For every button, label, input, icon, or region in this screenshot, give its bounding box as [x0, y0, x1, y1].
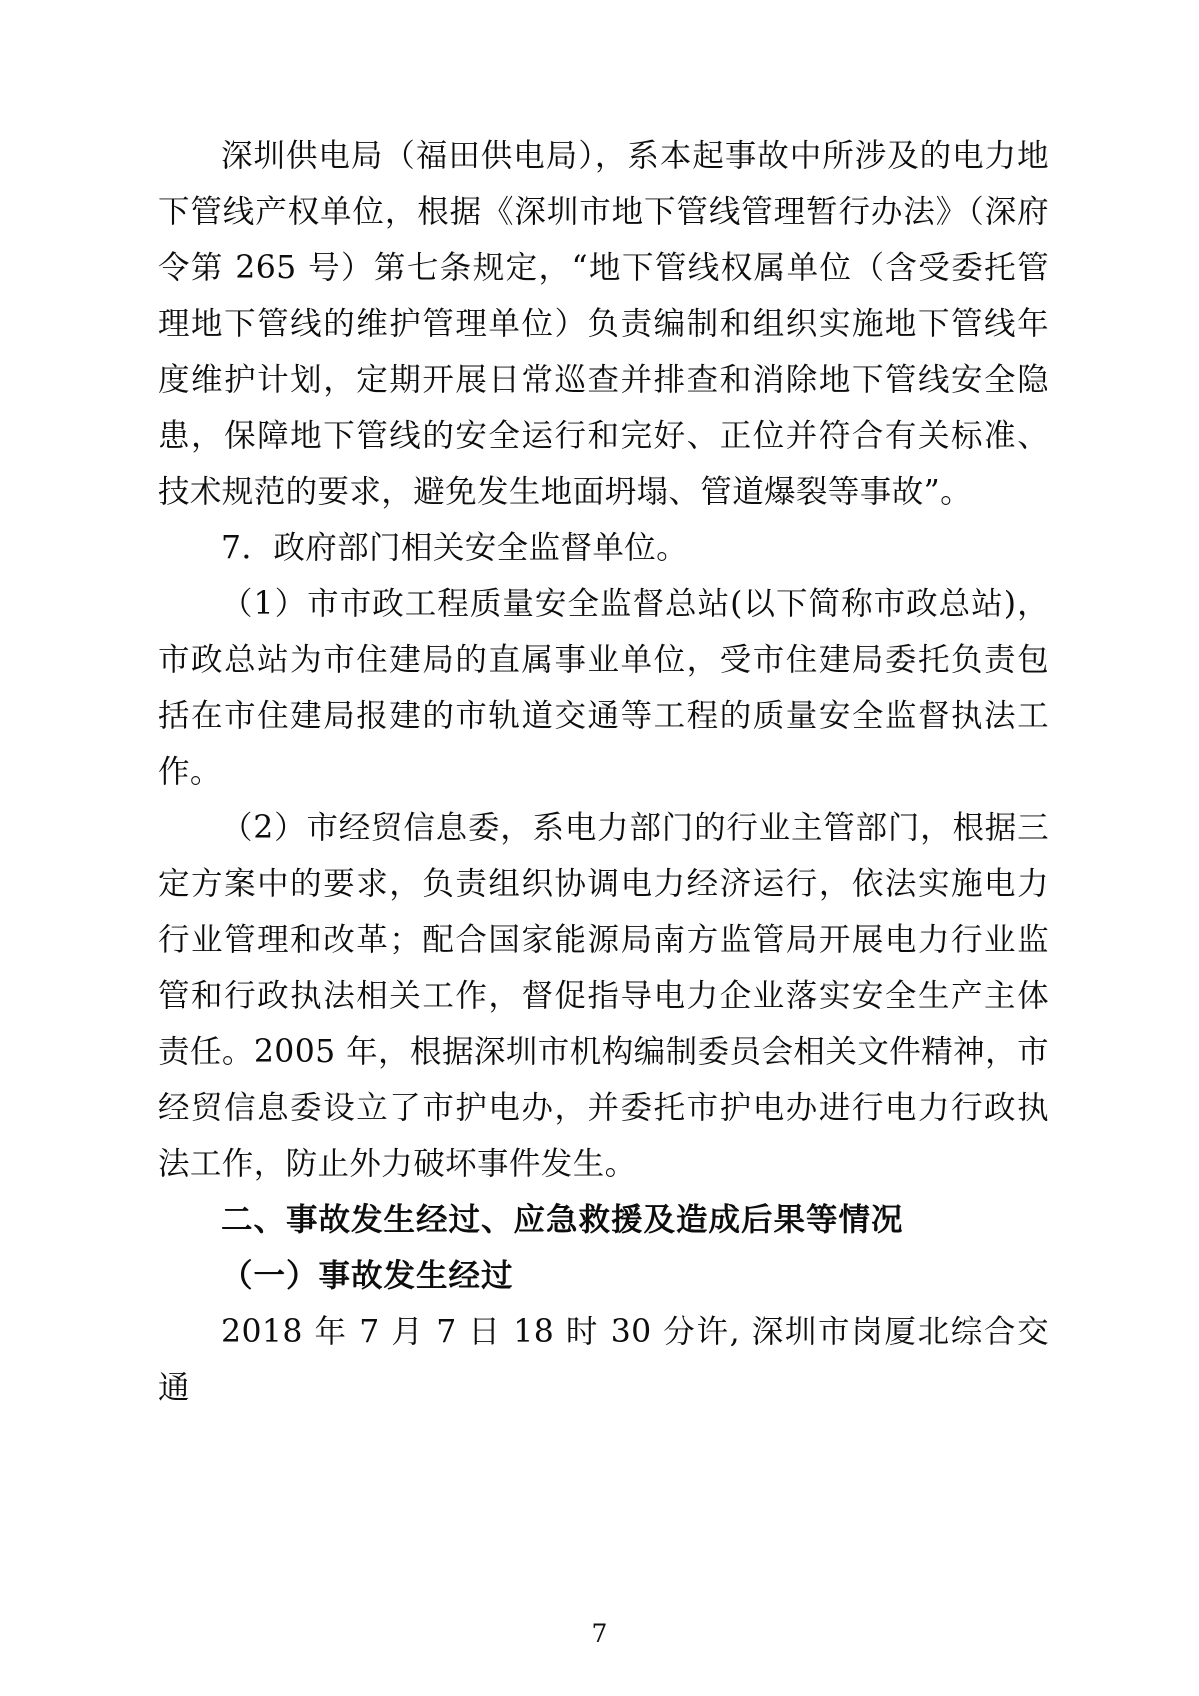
subsection-heading-one: （一）事故发生经过 [221, 1257, 514, 1294]
document-body [158, 128, 1049, 1416]
paragraph-item-7-government-supervision: 7．政府部门相关安全监督单位。 [221, 530, 689, 566]
paragraph-item-2-economic-trade-committee: （2）市经贸信息委，系电力部门的行业主管部门，根据三定方案中的要求，负责组织协调电力经济运行，依法实施电力行业管理和改革；配合国家能源局南方监管局开展电力行业监管和行政执法相关工作，督促指导电力企业落实安全生产主体责任。2005 年，根据深圳市机构编制委员会相关文件精神，市经贸信息委设立了市护电办，并委托市护电办进行电力行政执法工作，防止外力破坏事件发生。 [158, 810, 1049, 1182]
paragraph-item-1-municipal-station: （1）市市政工程质量安全监督总站(以下简称市政总站)，市政总站为市住建局的直属事业单位，受市住建局委托负责包括在市住建局报建的市轨道交通等工程的质量安全监督执法工作。 [158, 586, 1049, 790]
paragraph-accident-process-start: 2018 年 7 月 7 日 18 时 30 分许, 深圳市岗厦北综合交通 [158, 1314, 1049, 1406]
paragraph-power-supply-bureau: 深圳供电局（福田供电局），系本起事故中所涉及的电力地下管线产权单位，根据《深圳市地下管线管理暂行办法》（深府令第 265 号）第七条规定，“地下管线权属单位（含受委托管理地下管线的维护管理单位）负责编制和组织实施地下管线年度维护计划，定期开展日常巡查并排查和消除地下管线安全隐患，保障地下管线的安全运行和完好、正位并符合有关标准、技术规范的要求，避免发生地面坍塌、管道爆裂等事故”。 [158, 138, 1049, 510]
section-heading-two: 二、事故发生经过、应急救援及造成后果等情况 [221, 1201, 904, 1238]
page-number: 7 [591, 1619, 608, 1648]
